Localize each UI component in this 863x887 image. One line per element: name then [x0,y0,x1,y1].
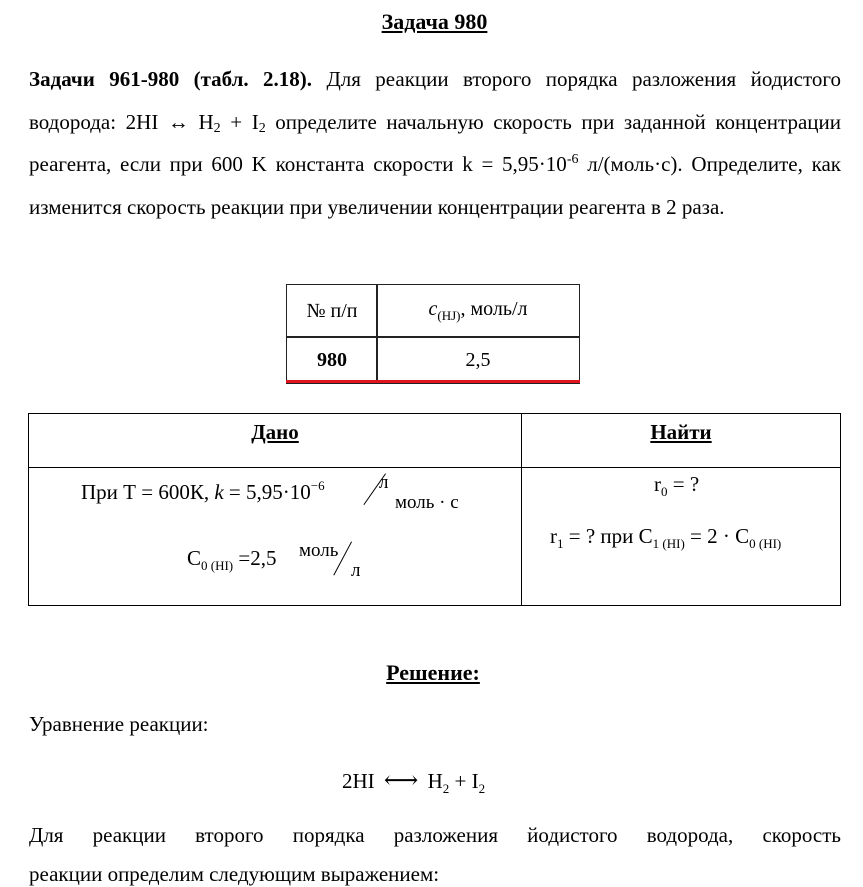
problem-sup-1: -6 [566,152,579,167]
c1-sub: 1 (HI) [652,536,685,552]
k-symbol: k [214,480,224,504]
find-header: Найти [650,420,712,444]
reaction-equation [342,766,485,797]
eq-i-sub: 2 [478,781,486,797]
given-constant [81,478,325,505]
r0-sub: 0 [661,484,668,500]
k-unit-fraction [379,472,499,516]
r1-symbol: r [550,524,557,548]
eq-h: H [427,769,443,793]
r0-symbol: r [654,472,661,496]
table-divider-horizontal [29,467,840,468]
table-cell-number [286,336,378,384]
k-unit-numerator: л [379,472,389,493]
given-header: Дано [251,420,299,444]
given-concentration [187,546,277,574]
problem-lead: Задачи 961-980 (табл. 2.18). [29,67,313,91]
data-table [286,284,580,384]
equation-intro: Уравнение реакции: [29,712,209,736]
given-find-table [28,413,841,606]
page-title: Задача 980 [381,9,488,34]
table-header-number-label: № п/п [306,299,358,322]
solution-title: Решение: [386,660,480,685]
k-unit-denominator: моль · с [395,492,459,513]
concentration-unit: , моль/л [460,298,528,320]
rate-text-line-1: Для реакции второго порядка разложения йодистого водорода, скорость [29,823,841,847]
c0-symbol: C [187,546,202,570]
c1-symbol: C [638,524,653,548]
problem-text-3: определите начальную скорость при заданной концентрации реагента, если при 600 K константа скорости k = 5,95·10 [29,109,841,176]
c1-equation-sub: 0 (HI) [749,536,782,552]
k-value: = 5,95·10 [223,480,311,504]
find-r1 [550,524,781,552]
concentration-sub: (HJ) [437,308,461,323]
c0-value: =2,5 [233,546,277,570]
red-underline [286,380,580,383]
problem-sub-2: 2 [258,120,266,136]
k-exponent: −6 [310,478,325,493]
given-condition: При Т = 600К, [81,480,215,504]
problem-text-4: л/(моль·с). Определите, как изменится скорость реакции при увеличении концентрации реагента в 2 раза. [29,152,841,219]
c0-unit-denominator: л [351,560,361,581]
table-header-number [286,284,378,338]
c1-equation: = 2 · C [684,524,750,548]
r1-rest: = ? при [563,524,639,548]
eq-left: 2HI [342,769,375,793]
rate-text-line-2: реакции определим следующим выражением: [29,862,440,886]
table-cell-number-value: 980 [317,348,347,371]
r1-sub: 1 [557,536,564,552]
problem-text-1: Для реакции второго порядка разложения йодистого водорода: 2HI ↔ H [29,67,841,134]
concentration-symbol: c [428,298,438,320]
c0-unit-fraction [299,540,389,584]
problem-sub-1: 2 [213,120,221,136]
problem-text-2: + I [220,109,259,134]
table-cell-concentration-value: 2,5 [465,348,491,371]
equilibrium-arrow-icon: ⟷ [383,768,419,794]
r0-rest: = ? [667,472,700,496]
eq-plus: + [449,769,472,793]
c0-sub: 0 (HI) [201,558,234,574]
eq-i: I [471,769,479,793]
problem-statement [29,58,841,228]
table-header-concentration [376,284,580,338]
c0-unit-numerator: моль [299,540,339,561]
concentration-header-label [428,298,527,324]
find-r0 [654,472,699,500]
eq-h-sub: 2 [442,781,450,797]
table-cell-concentration [376,336,580,384]
